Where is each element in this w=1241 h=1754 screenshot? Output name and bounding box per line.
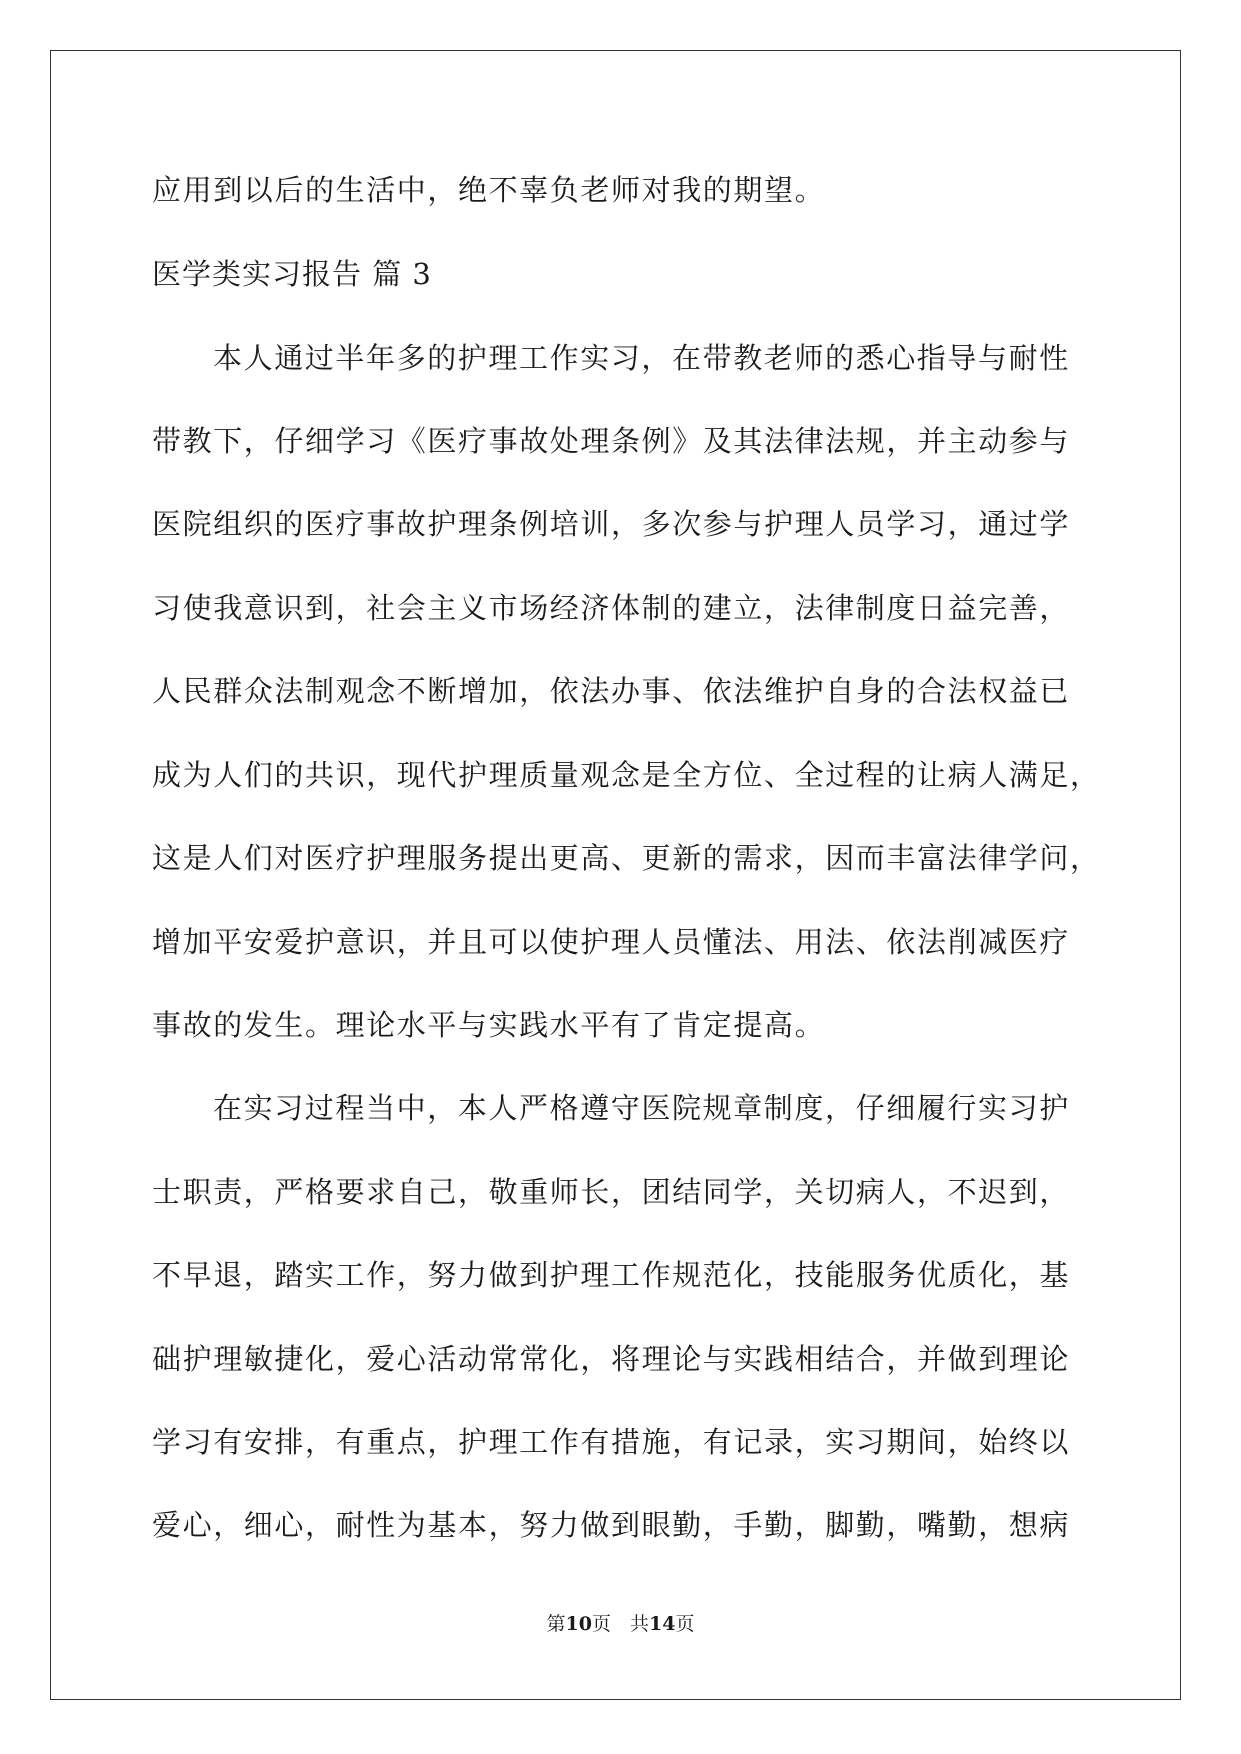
- paragraph-line: 应用到以后的生活中，绝不辜负老师对我的期望。: [152, 173, 826, 207]
- paragraph-line: 础护理敏捷化，爱心活动常常化，将理论与实践相结合，并做到理论: [152, 1342, 1071, 1376]
- paragraph-line: 事故的发生。理论水平与实践水平有了肯定提高。: [152, 1008, 826, 1042]
- page-current: 10: [565, 1613, 592, 1635]
- paragraph-line: 人民群众法制观念不断增加，依法办事、依法维护自身的合法权益已: [152, 674, 1071, 708]
- paragraph-line: 士职责，严格要求自己，敬重师长，团结同学，关切病人，不迟到，: [152, 1175, 1071, 1209]
- page-footer: [0, 1612, 1241, 1636]
- paragraph-line: 医院组织的医疗事故护理条例培训，多次参与护理人员学习，通过学: [152, 507, 1071, 541]
- paragraph-line: 习使我意识到，社会主义市场经济体制的建立，法律制度日益完善，: [152, 591, 1071, 625]
- page-mid: 页 共: [591, 1613, 649, 1635]
- paragraph-line: 本人通过半年多的护理工作实习，在带教老师的悉心指导与耐性: [213, 341, 1070, 375]
- paragraph-line: 学习有安排，有重点，护理工作有措施，有记录，实习期间，始终以: [152, 1425, 1071, 1459]
- page-prefix: 第: [546, 1613, 566, 1635]
- paragraph-line: 不早退，踏实工作，努力做到护理工作规范化，技能服务优质化，基: [152, 1258, 1071, 1292]
- paragraph-line: 这是人们对医疗护理服务提出更高、更新的需求，因而丰富法律学问，: [152, 841, 1101, 875]
- paragraph-line: 带教下，仔细学习《医疗事故处理条例》及其法律法规，并主动参与: [152, 424, 1071, 458]
- paragraph-line: 增加平安爱护意识，并且可以使护理人员懂法、用法、依法削减医疗: [152, 925, 1071, 959]
- paragraph-line: 成为人们的共识，现代护理质量观念是全方位、全过程的让病人满足，: [152, 758, 1101, 792]
- paragraph-line: 爱心，细心，耐性为基本，努力做到眼勤，手勤，脚勤，嘴勤，想病: [152, 1508, 1071, 1542]
- section-heading: 医学类实习报告 篇 3: [152, 257, 432, 291]
- paragraph-line: 在实习过程当中，本人严格遵守医院规章制度，仔细履行实习护: [213, 1091, 1070, 1125]
- page-suffix: 页: [675, 1613, 695, 1635]
- page-total: 14: [649, 1613, 676, 1635]
